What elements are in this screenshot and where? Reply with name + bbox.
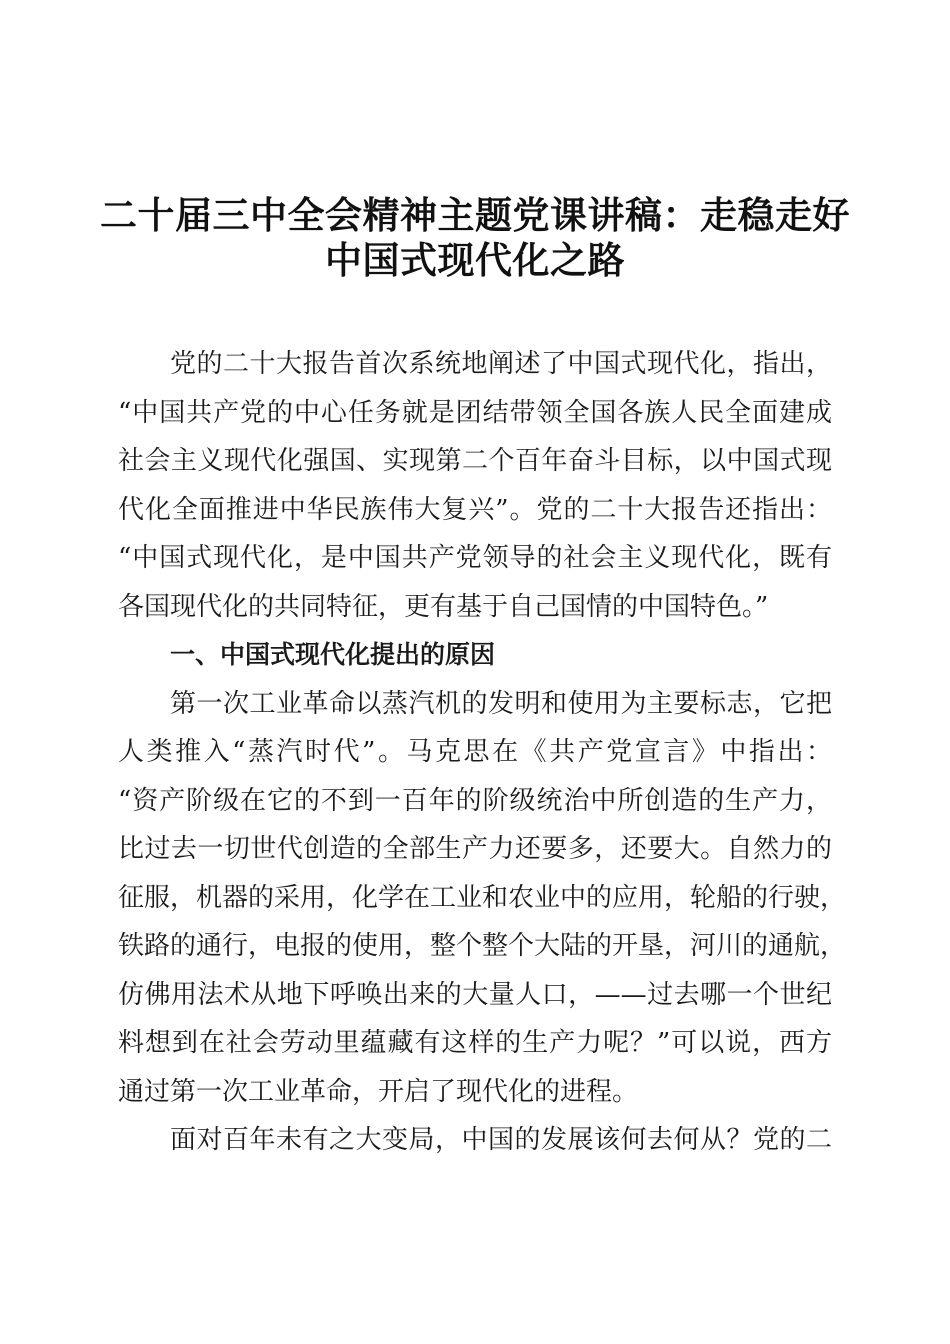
paragraph-great-changes [118,1116,832,1165]
text-line: 各国现代化的共同特征，更有基于自己国情的中国特色。” [118,591,769,622]
text-line: 征服，机器的采用，化学在工业和农业中的应用，轮船的行驶， [118,882,847,913]
text-line: “中国共产党的中心任务就是团结带领全国各族人民全面建成 [118,397,832,428]
text-line: 通过第一次工业革命，开启了现代化的进程。 [118,1076,639,1107]
document-body [118,340,847,1165]
text-line: 社会主义现代化强国、实现第二个百年奋斗目标，以中国式现 [118,446,832,476]
section-heading: 一、中国式现代化提出的原因 [170,640,496,669]
paragraph-intro [118,340,832,631]
text-line: 仿佛用法术从地下呼唤出来的大量人口，——过去哪一个世纪 [118,979,832,1010]
text-line: “中国式现代化，是中国共产党领导的社会主义现代化，既有 [118,543,832,573]
text-line: 比过去一切世代创造的全部生产力还要多，还要大。自然力的 [118,834,832,864]
text-line: 料想到在社会劳动里蕴藏有这样的生产力呢？”可以说，西方 [118,1028,832,1058]
text-line: “资产阶级在它的不到一百年的阶级统治中所创造的生产力， [118,785,832,816]
paragraph-industrial-revolution [118,680,847,1117]
text-line: 党的二十大报告首次系统地阐述了中国式现代化，指出， [170,349,832,379]
text-line: 第一次工业革命以蒸汽机的发明和使用为主要标志，它把 [170,688,832,719]
document-title-line-1: 二十届三中全会精神主题党课讲稿：走稳走好 [100,194,850,237]
text-line: 代化全面推进中华民族伟大复兴”。党的二十大报告还指出： [118,494,832,525]
text-line: 人类推入“蒸汽时代”。马克思在《共产党宣言》中指出： [118,737,832,767]
text-line: 面对百年未有之大变局，中国的发展该何去何从？党的二 [170,1125,832,1155]
document-title-line-2: 中国式现代化之路 [325,239,625,282]
text-line: 铁路的通行，电报的使用，整个整个大陆的开垦，河川的通航， [118,931,847,961]
